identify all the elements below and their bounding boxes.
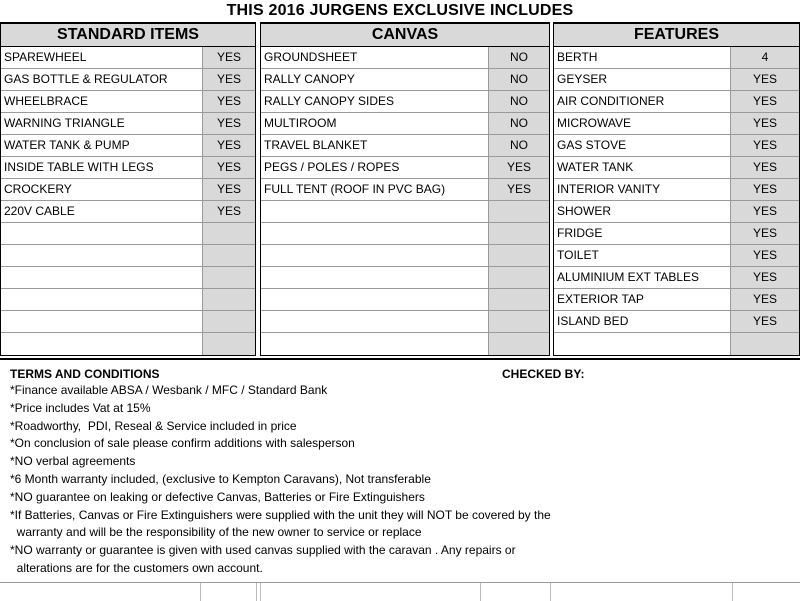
standard-item-value: [202, 333, 255, 355]
features-row: [554, 333, 799, 355]
terms-list: [10, 382, 610, 578]
standard-item-value: [202, 311, 255, 332]
standard-item-label: [1, 267, 202, 288]
features-row: [554, 311, 799, 333]
standard-item-value: YES: [202, 47, 255, 68]
features-item-value: YES: [730, 223, 799, 244]
standard-row: [1, 113, 255, 135]
page-title: THIS 2016 JURGENS EXCLUSIVE INCLUDES: [226, 2, 574, 19]
strip-divider: [260, 583, 261, 601]
features-item-label: INTERIOR VANITY: [557, 182, 661, 196]
standard-row: [1, 157, 255, 179]
features-item-value: YES: [730, 201, 799, 222]
features-item-label: SHOWER: [557, 204, 611, 218]
canvas-item-value: [488, 201, 549, 222]
features-row: [554, 113, 799, 135]
strip-divider: [256, 583, 257, 601]
terms-item: *Roadworthy, PDI, Reseal & Service included in price: [10, 418, 297, 433]
features-row: [554, 245, 799, 267]
canvas-item-value: [488, 223, 549, 244]
canvas-item-value: [488, 267, 549, 288]
canvas-row: [261, 179, 549, 201]
features-item-label: BERTH: [557, 50, 598, 64]
canvas-item-value: NO: [488, 91, 549, 112]
terms-heading: TERMS AND CONDITIONS: [10, 367, 160, 381]
features-item-label: ISLAND BED: [557, 314, 629, 328]
terms-item: *NO verbal agreements: [10, 454, 136, 469]
canvas-item-value: [488, 289, 549, 310]
standard-row: [1, 289, 255, 311]
features-item-label: ALUMINIUM EXT TABLES: [557, 270, 700, 284]
strip-divider: [732, 583, 733, 601]
features-item-label: [554, 333, 730, 355]
terms-item: *NO guarantee on leaking or defective Canvas, Batteries or Fire Extinguishers: [10, 489, 425, 504]
standard-row: [1, 333, 255, 355]
features-item-label: GAS STOVE: [557, 138, 627, 152]
standard-row: [1, 267, 255, 289]
standard-item-label: [1, 289, 202, 310]
features-item-value: 4: [730, 47, 799, 68]
canvas-item-value: [488, 311, 549, 332]
features-item-value: YES: [730, 267, 799, 288]
features-item-label: EXTERIOR TAP: [557, 292, 644, 306]
features-item-value: YES: [730, 113, 799, 134]
standard-item-label: 220V CABLE: [4, 204, 75, 218]
standard-item-value: YES: [202, 135, 255, 156]
standard-row: [1, 223, 255, 245]
standard-row: [1, 47, 255, 69]
canvas-item-value: [488, 333, 549, 355]
features-row: [554, 267, 799, 289]
canvas-item-value: YES: [488, 179, 549, 200]
canvas-item-label: [261, 311, 488, 332]
terms-section: [0, 358, 800, 582]
canvas-row: [261, 69, 549, 91]
terms-item: *On conclusion of sale please confirm additions with salesperson: [10, 436, 355, 451]
checked-by-label: CHECKED BY:: [502, 367, 585, 381]
canvas-row: [261, 113, 549, 135]
features-row: [554, 91, 799, 113]
features-item-label: GEYSER: [557, 72, 608, 86]
strip-divider: [480, 583, 481, 601]
canvas-row: [261, 267, 549, 289]
features-row: [554, 179, 799, 201]
features-row: [554, 289, 799, 311]
canvas-row: [261, 91, 549, 113]
canvas-item-value: NO: [488, 135, 549, 156]
features-header: FEATURES: [554, 24, 799, 47]
standard-item-value: YES: [202, 91, 255, 112]
features-item-label: MICROWAVE: [557, 116, 631, 130]
features-item-value: YES: [730, 69, 799, 90]
features-item-label: TOILET: [557, 248, 599, 262]
canvas-row: [261, 157, 549, 179]
canvas-row: [261, 245, 549, 267]
standard-item-label: [1, 245, 202, 266]
canvas-item-value: NO: [488, 113, 549, 134]
canvas-item-value: NO: [488, 69, 549, 90]
canvas-item-value: [488, 245, 549, 266]
canvas-item-value: NO: [488, 47, 549, 68]
features-row: [554, 69, 799, 91]
standard-row: [1, 135, 255, 157]
canvas-item-label: RALLY CANOPY SIDES: [264, 94, 395, 108]
standard-item-label: [1, 333, 202, 355]
features-table: [553, 22, 800, 356]
terms-item: *Finance available ABSA / Wesbank / MFC / Standard Bank: [10, 383, 328, 397]
standard-items-table: [0, 22, 256, 356]
standard-item-value: [202, 267, 255, 288]
canvas-item-label: [261, 289, 488, 310]
canvas-item-label: GROUNDSHEET: [264, 50, 358, 64]
canvas-item-label: RALLY CANOPY: [264, 72, 355, 86]
standard-item-value: [202, 245, 255, 266]
terms-item: *If Batteries, Canvas or Fire Extinguishers were supplied with the unit they will NOT be covered by the: [10, 507, 551, 522]
canvas-item-label: PEGS / POLES / ROPES: [264, 160, 400, 174]
canvas-row: [261, 311, 549, 333]
canvas-row: [261, 223, 549, 245]
terms-item: *NO warranty or guarantee is given with used canvas supplied with the caravan . Any repairs or: [10, 543, 516, 558]
features-row: [554, 47, 799, 69]
standard-item-label: SPAREWHEEL: [4, 50, 87, 64]
standard-row: [1, 179, 255, 201]
standard-item-value: [202, 223, 255, 244]
canvas-table: [260, 22, 550, 356]
features-item-value: YES: [730, 245, 799, 266]
standard-item-value: YES: [202, 157, 255, 178]
features-item-value: YES: [730, 91, 799, 112]
standard-item-label: [1, 311, 202, 332]
terms-item: *6 Month warranty included, (exclusive to Kempton Caravans), Not transferable: [10, 471, 431, 486]
canvas-item-label: [261, 201, 488, 222]
standard-item-label: [1, 223, 202, 244]
canvas-item-label: [261, 245, 488, 266]
strip-divider: [550, 583, 551, 601]
standard-item-label: WHEELBRACE: [4, 94, 89, 108]
standard-item-label: CROCKERY: [4, 182, 72, 196]
bottom-strip: [0, 582, 800, 600]
features-item-label: FRIDGE: [557, 226, 603, 240]
features-row: [554, 223, 799, 245]
canvas-row: [261, 289, 549, 311]
standard-item-value: YES: [202, 113, 255, 134]
canvas-row: [261, 201, 549, 223]
features-item-value: YES: [730, 179, 799, 200]
canvas-item-label: [261, 223, 488, 244]
standard-row: [1, 311, 255, 333]
canvas-row: [261, 47, 549, 69]
features-item-label: AIR CONDITIONER: [557, 94, 665, 108]
standard-item-value: [202, 289, 255, 310]
canvas-header: CANVAS: [261, 24, 549, 47]
standard-item-label: GAS BOTTLE & REGULATOR: [4, 72, 168, 86]
features-row: [554, 157, 799, 179]
canvas-item-label: [261, 267, 488, 288]
terms-item: alterations are for the customers own account.: [10, 560, 263, 575]
standard-item-value: YES: [202, 201, 255, 222]
standard-row: [1, 91, 255, 113]
features-item-label: WATER TANK: [557, 160, 634, 174]
standard-row: [1, 69, 255, 91]
canvas-item-value: YES: [488, 157, 549, 178]
features-item-value: YES: [730, 289, 799, 310]
canvas-item-label: MULTIROOM: [264, 116, 337, 130]
standard-item-label: WATER TANK & PUMP: [4, 138, 130, 152]
standard-row: [1, 201, 255, 223]
features-row: [554, 135, 799, 157]
standard-row: [1, 245, 255, 267]
features-item-value: YES: [730, 157, 799, 178]
strip-divider: [200, 583, 201, 601]
canvas-item-label: FULL TENT (ROOF IN PVC BAG): [264, 182, 446, 196]
standard-item-label: WARNING TRIANGLE: [4, 116, 125, 130]
canvas-item-label: [261, 333, 488, 355]
canvas-row: [261, 135, 549, 157]
features-item-value: YES: [730, 135, 799, 156]
features-item-value: YES: [730, 311, 799, 332]
terms-item: *Price includes Vat at 15%: [10, 400, 151, 415]
standard-item-value: YES: [202, 179, 255, 200]
features-item-value: [730, 333, 799, 355]
canvas-row: [261, 333, 549, 355]
standard-item-value: YES: [202, 69, 255, 90]
features-row: [554, 201, 799, 223]
standard-item-label: INSIDE TABLE WITH LEGS: [4, 160, 154, 174]
canvas-item-label: TRAVEL BLANKET: [264, 138, 368, 152]
standard-items-header: STANDARD ITEMS: [1, 24, 255, 47]
terms-item: warranty and will be the responsibility of the new owner to service or replace: [10, 525, 422, 540]
